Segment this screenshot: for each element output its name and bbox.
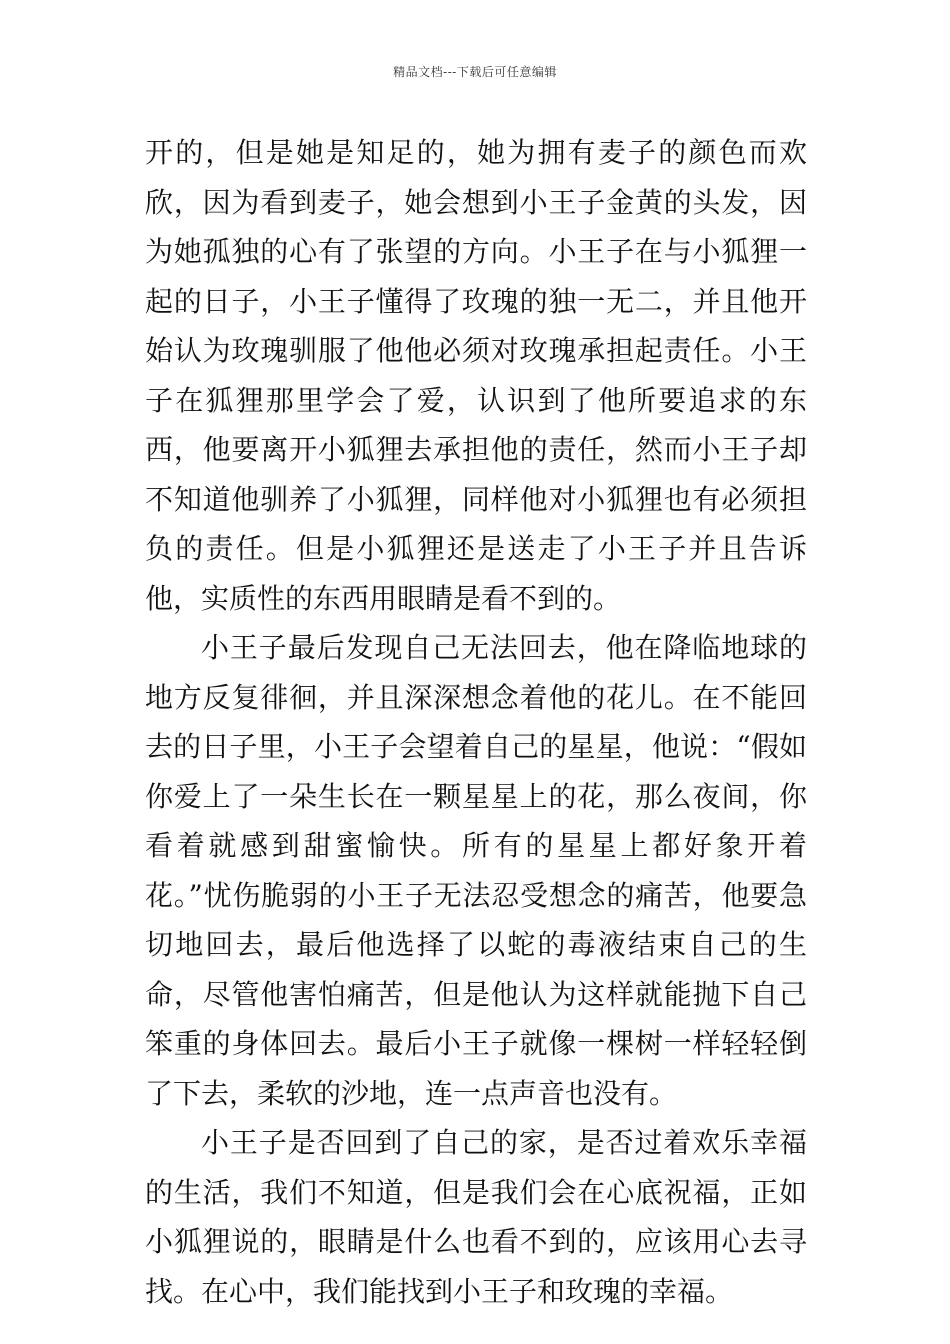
paragraph-2: 小王子最后发现自己无法回去，他在降临地球的地方反复徘徊，并且深深想念着他的花儿。在不能回去的日子里，小王子会望着自己的星星，他说：“假如你爱上了一朵生长在一颗星星上的花，那么夜间，你看着就感到甜蜜愉快。所有的星星上都好象开着花。”忧伤脆弱的小王子无法忍受想念的痛苦，他要急切地回去，最后他选择了以蛇的毒液结束自己的生命，尽管他害怕痛苦，但是他认为这样就能抛下自己笨重的身体回去。最后小王子就像一棵树一样轻轻倒了下去，柔软的沙地，连一点声音也没有。 <box>145 631 807 1110</box>
paragraph-1: 开的，但是她是知足的，她为拥有麦子的颜色而欢欣，因为看到麦子，她会想到小王子金黄的头发，因为她孤独的心有了张望的方向。小王子在与小狐狸一起的日子，小王子懂得了玫瑰的独一无二，并且他开始认为玫瑰驯服了他他必须对玫瑰承担起责任。小王子在狐狸那里学会了爱，认识到了他所要追求的东西，他要离开小狐狸去承担他的责任，然而小王子却不知道他驯养了小狐狸，同样他对小狐狸也有必须担负的责任。但是小狐狸还是送走了小王子并且告诉他，实质性的东西用眼睛是看不到的。 <box>145 136 807 615</box>
page-header: 精品文档---下载后可任意编辑 <box>393 65 557 79</box>
document-body <box>145 128 807 1316</box>
paragraph-3: 小王子是否回到了自己的家，是否过着欢乐幸福的生活，我们不知道，但是我们会在心底祝福，正如小狐狸说的，眼睛是什么也看不到的，应该用心去寻找。在心中，我们能找到小王子和玫瑰的幸福。 <box>145 1126 807 1308</box>
